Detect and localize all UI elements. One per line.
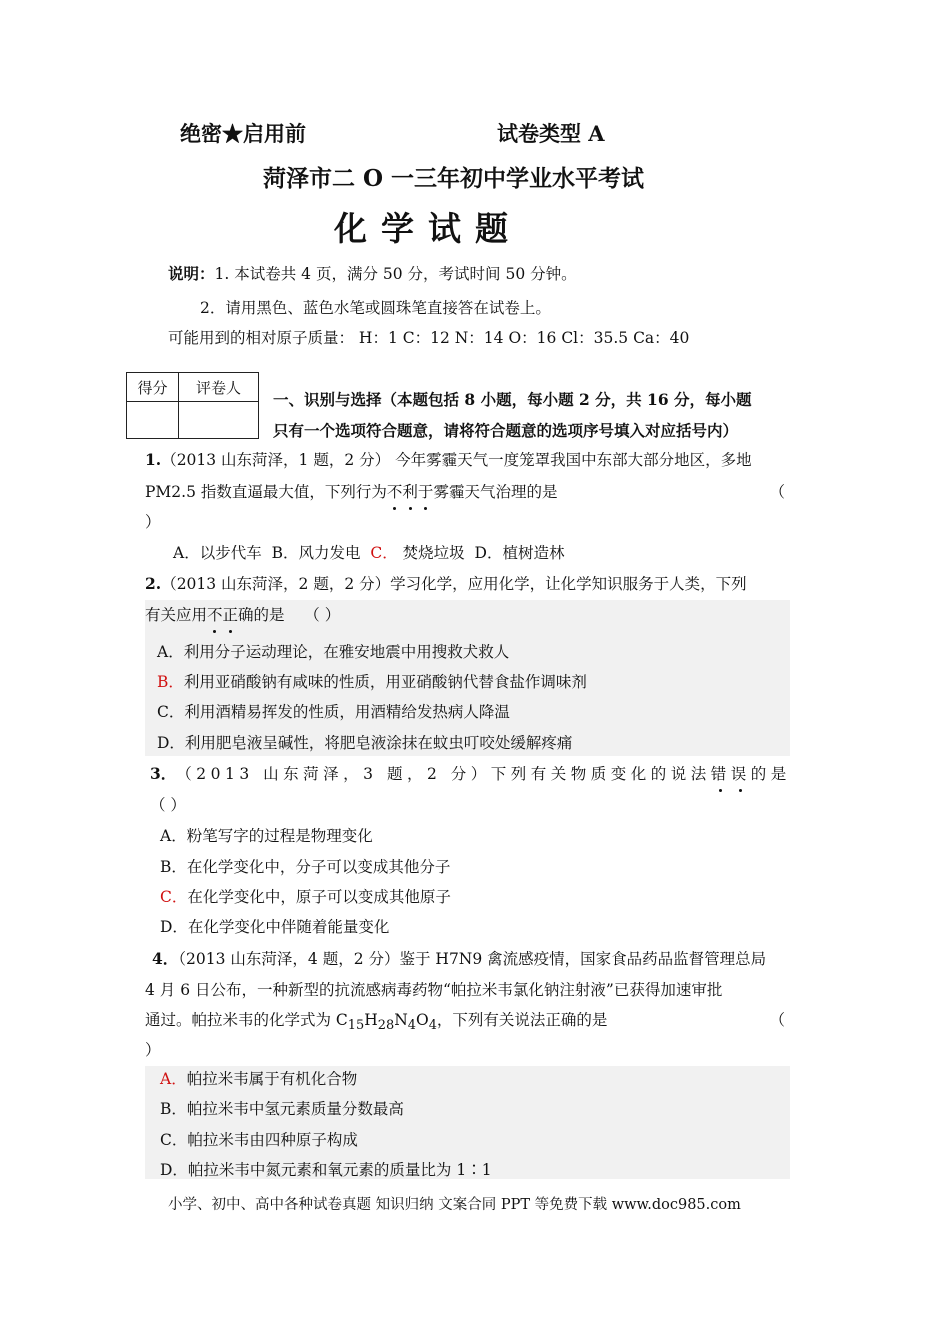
q4-paren-close: ） <box>145 1041 161 1059</box>
q2-stem-2: 有关应用 <box>145 606 208 624</box>
q4-option-a-text: 帕拉米韦属于有机化合物 <box>186 1070 358 1088</box>
q1-stem: （2013 山东菏泽，1 题，2 分） 今年雾霾天气一度笼罩我国中东部大部分地区，多地 <box>161 451 752 469</box>
instruction-2: 2．请用黑色、蓝色水笔或圆珠笔直接答在试卷上。 <box>200 299 551 317</box>
q2-option-a[interactable]: A．利用分子运动理论，在雅安地震中用搜救犬救人 <box>157 643 510 661</box>
footer-text[interactable]: 小学、初中、高中各种试卷真题 知识归纳 文案合同 PPT 等免费下载 www.doc985.com <box>168 1197 741 1213</box>
q2-option-b-letter: B． <box>157 673 184 691</box>
section-1-line-2: 只有一个选项符合题意，请将符合题意的选项序号填入对应括号内） <box>273 421 739 440</box>
q1-option-c-text: 焚烧垃圾 <box>402 544 465 562</box>
q3-emph-2: 误 <box>731 759 751 789</box>
q2-stem: （2013 山东菏泽，2 题，2 分）学习化学，应用化学，让化学知识服务于人类，下列 <box>161 575 747 593</box>
q4-sub-n: 4 <box>407 1018 416 1034</box>
section-1-line-1: 一、识别与选择（本题包括 8 小题，每小题 2 分，共 16 分，每小题 <box>273 390 752 409</box>
q3-emph-1: 错 <box>711 759 731 789</box>
q4-sub-c: 15 <box>347 1018 365 1034</box>
q3-option-d[interactable]: D．在化学变化中伴随着能量变化 <box>160 918 390 936</box>
q1-emph-1: 不 <box>387 477 403 507</box>
q4-formula-o: O <box>415 1011 429 1029</box>
q2-line-1 <box>145 569 747 599</box>
q3-number: 3． <box>150 764 177 783</box>
q3-option-c-text: 在化学变化中，原子可以变成其他原子 <box>187 888 451 906</box>
q1-number: 1. <box>145 450 162 469</box>
q4-option-a[interactable] <box>160 1064 357 1094</box>
q4-option-a-letter: A． <box>160 1070 187 1088</box>
q4-stem: （2013 山东菏泽，4 题，2 分）鉴于 H7N9 禽流感疫情，国家食品药品监督管理总局 <box>178 950 767 968</box>
q1-emph-2: 利 <box>402 477 418 507</box>
q1-stem-2: PM2.5 指数直逼最大值，下列行为 <box>145 483 387 501</box>
q3-option-b[interactable]: B．在化学变化中，分子可以变成其他分子 <box>160 858 451 876</box>
q2-line-2 <box>145 600 340 630</box>
q4-sub-o: 4 <box>428 1018 437 1034</box>
q3-option-a[interactable]: A．粉笔写字的过程是物理变化 <box>160 827 373 845</box>
atomic-masses: 可能用到的相对原子质量： H：1 C：12 N：14 O：16 Cl：35.5 Ca：40 <box>168 329 690 347</box>
score-table <box>126 372 259 439</box>
q4-line-1 <box>152 944 766 974</box>
q4-stem-3: 通过。帕拉米韦的化学式为 C <box>145 1011 348 1029</box>
q3-stem-2: 的是 <box>750 765 791 783</box>
q3-stem: （2013 山东菏泽，3 题，2 分）下列有关物质变化的说法 <box>176 765 711 783</box>
q4-paren-open: （ <box>769 1011 785 1029</box>
q2-emph-1: 不 <box>207 600 223 630</box>
q1-paren-open: （ <box>769 483 785 501</box>
q4-formula-h: H <box>364 1011 378 1029</box>
q2-option-b-text: 利用亚硝酸钠有咸味的性质，用亚硝酸钠代替食盐作调味剂 <box>183 673 587 691</box>
exam-title: 菏泽市二 O 一三年初中学业水平考试 <box>263 165 645 192</box>
q1-option-a[interactable]: A．以步代车 <box>173 544 262 562</box>
q2-number: 2. <box>145 574 162 593</box>
instruction-1 <box>168 259 577 289</box>
instruction-item-1: 1. 本试卷共 4 页，满分 50 分，考试时间 50 分钟。 <box>214 265 577 283</box>
q4-line-3 <box>145 1005 785 1041</box>
q4-formula-n: N <box>394 1011 408 1029</box>
paper-type: 试卷类型 A <box>497 121 605 146</box>
q4-option-b[interactable]: B．帕拉米韦中氢元素质量分数最高 <box>160 1100 404 1118</box>
q1-option-d[interactable]: D．植树造林 <box>474 544 565 562</box>
q4-sub-h: 28 <box>377 1018 395 1034</box>
instruction-label: 说明： <box>168 264 215 283</box>
q4-number: 4． <box>152 949 179 968</box>
q1-line-2 <box>145 477 785 507</box>
q2-option-b[interactable] <box>157 667 587 697</box>
q4-stem-4: ，下列有关说法正确的是 <box>436 1011 608 1029</box>
q2-stem-3: 确的是 <box>238 606 285 624</box>
q3-line-1 <box>150 759 791 789</box>
q1-line-1 <box>145 445 752 475</box>
q4-option-d[interactable]: D．帕拉米韦中氮元素和氧元素的质量比为 1∶1 <box>160 1161 492 1179</box>
q2-emph-2: 正 <box>223 600 239 630</box>
q3-paren: （ ） <box>150 796 186 814</box>
secret-label: 绝密★启用前 <box>180 121 306 146</box>
q3-option-c[interactable] <box>160 882 451 912</box>
q2-option-d[interactable]: D．利用肥皂液呈碱性，将肥皂液涂抹在蚊虫叮咬处缓解疼痛 <box>157 734 573 752</box>
q1-options <box>173 538 564 568</box>
subject-title: 化学试题 <box>334 209 522 248</box>
grader-cell[interactable] <box>179 402 259 439</box>
q1-paren-close: ） <box>145 513 161 531</box>
q1-option-c-letter: C． <box>370 544 398 562</box>
q1-option-b[interactable]: B．风力发电 <box>271 544 361 562</box>
q3-option-c-letter: C． <box>160 888 188 906</box>
score-cell[interactable] <box>127 402 179 439</box>
score-header: 得分 <box>127 373 179 402</box>
q1-option-c[interactable] <box>370 544 464 562</box>
grader-header: 评卷人 <box>179 373 259 402</box>
q4-line-2: 4 月 6 日公布，一种新型的抗流感病毒药物“帕拉米韦氯化钠注射液”已获得加速审批 <box>145 981 723 999</box>
q4-option-c[interactable]: C．帕拉米韦由四种原子构成 <box>160 1131 358 1149</box>
q1-stem-3: 雾霾天气治理的是 <box>433 483 558 501</box>
q2-option-c[interactable]: C．利用酒精易挥发的性质，用酒精给发热病人降温 <box>157 703 510 721</box>
q2-paren: （ ） <box>304 606 341 624</box>
q1-emph-3: 于 <box>418 477 434 507</box>
